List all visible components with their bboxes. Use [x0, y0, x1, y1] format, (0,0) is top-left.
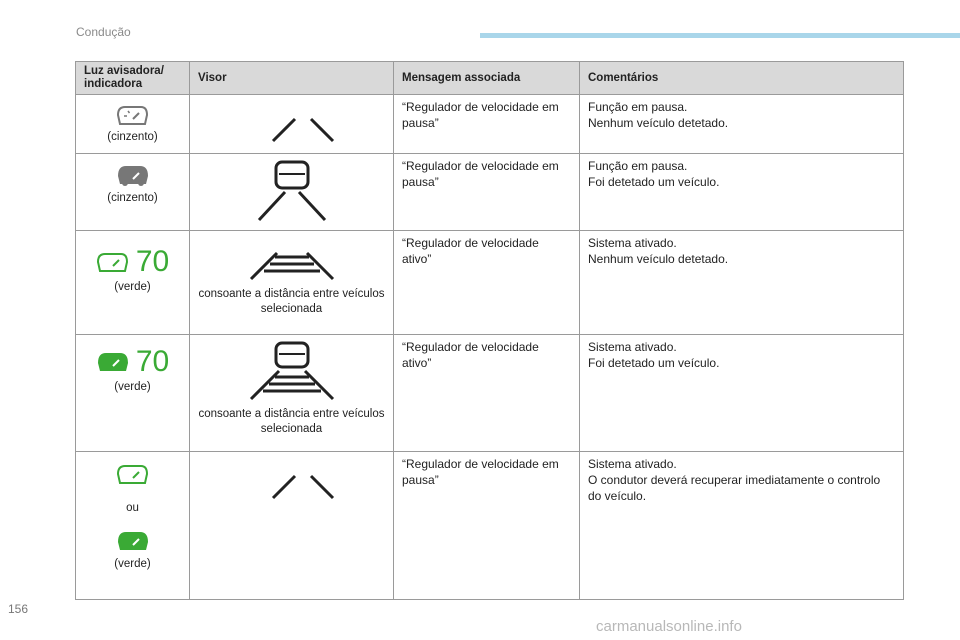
screen-cell — [190, 231, 394, 335]
speedometer-car-icon — [116, 528, 150, 554]
lane-lines-icon — [237, 456, 347, 506]
message-cell: “Regulador de velocidade em pausa” — [394, 95, 580, 154]
table-row — [76, 154, 904, 231]
page-number: 156 — [8, 602, 29, 616]
or-label: ou — [126, 502, 139, 514]
light-caption: (cinzento) — [107, 192, 158, 204]
message-cell: “Regulador de velocidade em pausa” — [394, 154, 580, 231]
table-row — [76, 335, 904, 452]
light-caption: (verde) — [114, 281, 151, 293]
lane-lines-icon — [237, 99, 347, 149]
header-message: Mensagem associada — [394, 62, 580, 95]
header-screen: Visor — [190, 62, 394, 95]
header-accent-bar — [480, 33, 960, 38]
speedometer-outline-icon — [116, 103, 150, 127]
comments-cell: Função em pausa. Foi detetado um veículo. — [580, 154, 904, 231]
table-row — [76, 231, 904, 335]
lane-with-distance-icon — [237, 235, 347, 283]
table-row — [76, 95, 904, 154]
speed-value: 70 — [135, 345, 170, 378]
comments-cell: Sistema ativado. O condutor deverá recuperar imediatamente o controlo do veículo. — [580, 452, 904, 600]
watermark: carmanualsonline.info — [596, 618, 742, 635]
header-comments: Comentários — [580, 62, 904, 95]
lane-car-distance-icon — [237, 339, 347, 403]
screen-caption: consoante a distância entre veículos selecionada — [198, 408, 385, 435]
screen-cell — [190, 452, 394, 600]
light-caption: (verde) — [114, 381, 151, 393]
comments-cell: Sistema ativado. Nenhum veículo detetado. — [580, 231, 904, 335]
section-title: Condução — [76, 25, 131, 39]
screen-caption: consoante a distância entre veículos selecionada — [198, 288, 385, 315]
light-caption: (verde) — [114, 558, 151, 570]
light-cell — [76, 452, 190, 600]
speedometer-car-icon — [96, 349, 130, 375]
light-cell — [76, 154, 190, 231]
table-row — [76, 452, 904, 600]
screen-cell — [190, 95, 394, 154]
comments-cell: Sistema ativado. Foi detetado um veículo. — [580, 335, 904, 452]
screen-cell — [190, 335, 394, 452]
speedometer-car-icon — [116, 162, 150, 188]
message-cell: “Regulador de velocidade ativo” — [394, 335, 580, 452]
speed-value: 70 — [135, 245, 170, 278]
light-cell — [76, 335, 190, 452]
speedometer-outline-icon — [116, 462, 150, 486]
screen-cell — [190, 154, 394, 231]
speedometer-outline-icon — [96, 250, 130, 274]
light-cell — [76, 95, 190, 154]
light-caption: (cinzento) — [107, 131, 158, 143]
lane-with-car-icon — [237, 158, 347, 224]
comments-cell: Função em pausa. Nenhum veículo detetado. — [580, 95, 904, 154]
cruise-control-table — [75, 61, 904, 600]
light-cell — [76, 231, 190, 335]
table-header-row — [76, 62, 904, 95]
message-cell: “Regulador de velocidade ativo” — [394, 231, 580, 335]
header-light: Luz avisadora/ indicadora — [76, 62, 190, 95]
message-cell: “Regulador de velocidade em pausa” — [394, 452, 580, 600]
